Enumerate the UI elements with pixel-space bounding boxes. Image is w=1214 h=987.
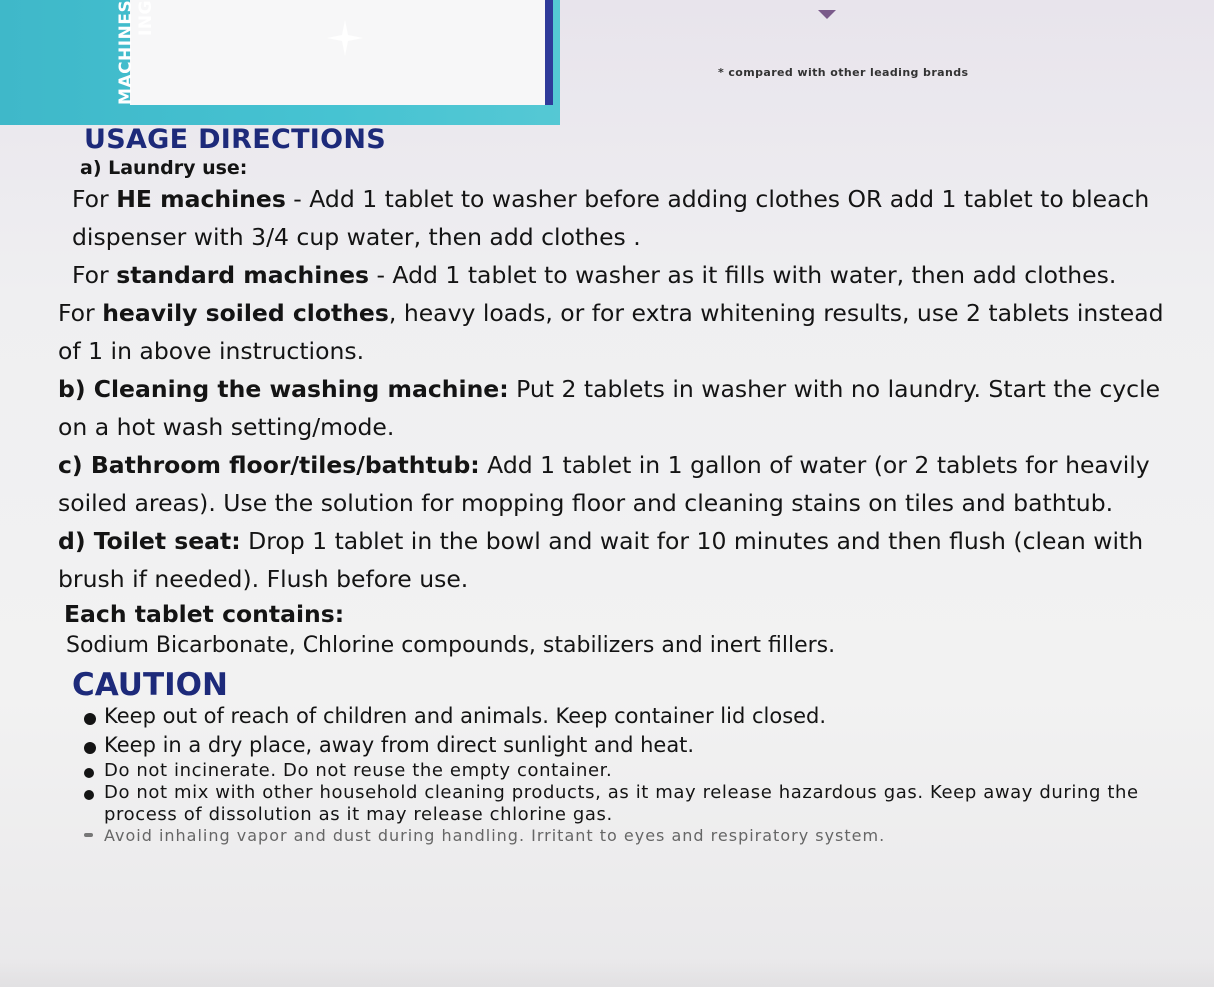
triangle-mark-icon — [818, 10, 836, 20]
b-text: Put 2 tablets in washer with no laundry. Start the cycle on a hot wash setting/mode. — [58, 375, 1161, 441]
caution-item: Do not mix with other household cleaning products, as it may release hazardous gas. Keep away during the process of dissolution as it may release chlorine gas. — [80, 782, 1178, 826]
d-text: Drop 1 tablet in the bowl and wait for 10 minutes and then flush (clean with brush if needed). Flush before use. — [58, 527, 1144, 593]
caution-item: Keep in a dry place, away from direct sunlight and heat. — [80, 731, 1178, 760]
he-machines-instruction — [58, 180, 1178, 256]
toilet-seat-instruction — [58, 522, 1178, 598]
bottom-fade — [0, 959, 1214, 987]
c-bold: c) Bathroom floor/tiles/bathtub: — [58, 451, 480, 479]
std-text: - Add 1 tablet to washer as it fills with water, then add clothes. — [369, 261, 1117, 289]
contains-text: Sodium Bicarbonate, Chlorine compounds, stabilizers and inert fillers. — [66, 633, 836, 658]
contains-heading: Each tablet contains: — [64, 600, 345, 628]
rotated-side-text — [116, 0, 156, 110]
side-text-line-2: ING — [136, 0, 156, 37]
he-bold: HE machines — [116, 185, 286, 213]
side-text-line-1: MACHINES — [116, 0, 136, 106]
bathroom-instruction — [58, 446, 1178, 522]
washing-machine-instruction — [58, 370, 1178, 446]
standard-machines-instruction — [58, 256, 1178, 294]
he-lead: For — [72, 185, 109, 213]
caution-item: Do not incinerate. Do not reuse the empty container. — [80, 760, 1178, 782]
heavy-lead: For — [58, 299, 95, 327]
c-text: Add 1 tablet in 1 gallon of water (or 2 tablets for heavily soiled areas). Use the solution for mopping floor and cleaning stains on tiles and bathtub. — [58, 451, 1150, 517]
heavily-soiled-instruction — [58, 294, 1178, 370]
caution-item: Avoid inhaling vapor and dust during handling. Irritant to eyes and respiratory system. — [80, 826, 1178, 846]
footnote: * compared with other leading brands — [718, 66, 969, 79]
heavy-text: , heavy loads, or for extra whitening results, use 2 tablets instead of 1 in above instructions. — [58, 299, 1164, 365]
caution-heading: CAUTION — [72, 667, 228, 703]
label-content — [58, 124, 1178, 846]
sparkle-icon — [325, 18, 365, 58]
he-text: - Add 1 tablet to washer before adding clothes OR add 1 tablet to bleach dispenser with 3/4 cup water, then add clothes . — [72, 185, 1150, 251]
caution-item: Keep out of reach of children and animals. Keep container lid closed. — [80, 702, 1178, 731]
heavy-bold: heavily soiled clothes — [102, 299, 389, 327]
std-lead: For — [72, 261, 109, 289]
d-bold: d) Toilet seat: — [58, 527, 241, 555]
usage-directions-heading: USAGE DIRECTIONS — [84, 124, 387, 155]
laundry-use-label: a) Laundry use: — [80, 157, 248, 179]
b-bold: b) Cleaning the washing machine: — [58, 375, 509, 403]
caution-list — [58, 702, 1178, 846]
std-bold: standard machines — [116, 261, 370, 289]
